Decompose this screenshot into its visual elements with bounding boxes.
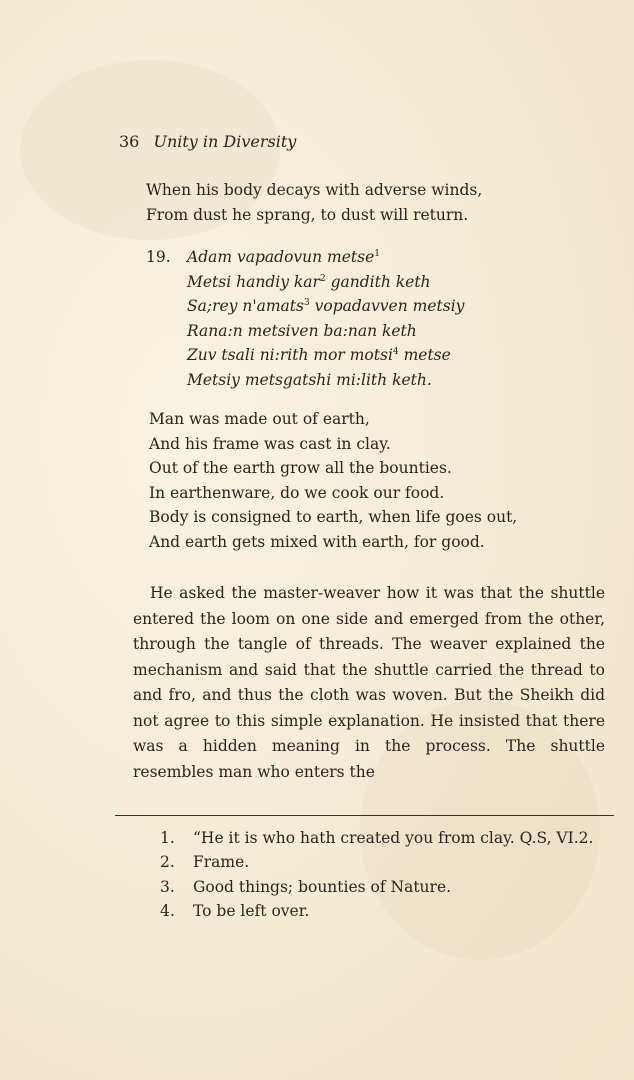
verse-line — [187, 319, 464, 344]
footnote-number: 4. — [160, 902, 175, 921]
opening-couplet — [146, 178, 482, 227]
footnote-text: “He it is who hath created you from clay. Q.S, VI.2. — [193, 829, 594, 847]
footnote — [160, 850, 612, 874]
translation-line: Man was made out of earth, — [149, 410, 370, 428]
footnote-number: 1. — [160, 829, 175, 847]
verse-line-text: Metsiy metsgatshi mi:lith keth. — [187, 370, 432, 389]
page-number: 36 — [119, 132, 140, 151]
note-ref: 1 — [374, 249, 381, 259]
verse-line — [187, 245, 464, 270]
footnote-text: Good things; bounties of Nature. — [193, 877, 452, 896]
translation-line: Body is consigned to earth, when life goes out, — [149, 508, 518, 527]
footnote-divider — [115, 815, 614, 816]
verse-line — [187, 294, 464, 319]
note-ref: 3 — [303, 298, 310, 309]
verse-line — [187, 270, 464, 295]
translation-line: And his frame was cast in clay. — [149, 434, 391, 453]
couplet-line: When his body decays with adverse winds, — [146, 181, 483, 199]
couplet-line: From dust he sprang, to dust will return. — [146, 205, 469, 224]
translation-line: And earth gets mixed with earth, for good. — [149, 532, 485, 551]
footnote — [160, 899, 612, 923]
footnote-text: To be left over. — [193, 902, 310, 921]
translation-line: Out of the earth grow all the bounties. — [149, 459, 452, 478]
verse-line-text: Rana:n metsiven ba:nan keth — [187, 321, 417, 340]
verse-number: 19. — [146, 248, 171, 266]
running-head — [119, 132, 296, 152]
verse-line — [187, 343, 464, 368]
footnote — [160, 826, 612, 850]
footnote-text: Frame. — [193, 853, 250, 872]
note-ref: 2 — [319, 273, 326, 284]
translation-line: In earthenware, do we cook our food. — [149, 483, 445, 502]
verse-line-text: Sa;rey n'amats — [187, 297, 304, 316]
footnote-number: 2. — [160, 853, 175, 872]
verse-line-text: Zuv tsali ni:rith mor motsi — [187, 346, 393, 365]
footnote — [160, 875, 612, 899]
verse-line — [187, 368, 464, 393]
verse-line-tail: gandith keth — [325, 272, 431, 291]
verse-line-tail: vopadavven metsiy — [309, 297, 465, 316]
note-ref: 4 — [392, 347, 399, 358]
book-title: Unity in Diversity — [153, 132, 297, 151]
verse-line-text: Metsi handiy kar — [187, 272, 320, 291]
verse-line-tail: metse — [398, 346, 451, 365]
body-paragraph: He asked the master-weaver how it was that the shuttle entered the loom on one side and emerged from the other, through the tangle of threads. The weaver explained the mechanism and said that the shuttle carried the thread to and fro, and thus the cloth was woven. But the Sheikh did not agree to this simple explanation. He insisted that there was a hidden meaning in the process. The shuttle resembles man who enters the — [133, 584, 605, 781]
footnotes — [160, 826, 612, 924]
footnote-number: 3. — [160, 877, 175, 896]
verse-line-text: Adam vapadovun metse — [187, 248, 375, 266]
transliterated-verse — [187, 245, 464, 393]
verse-translation — [149, 407, 517, 555]
